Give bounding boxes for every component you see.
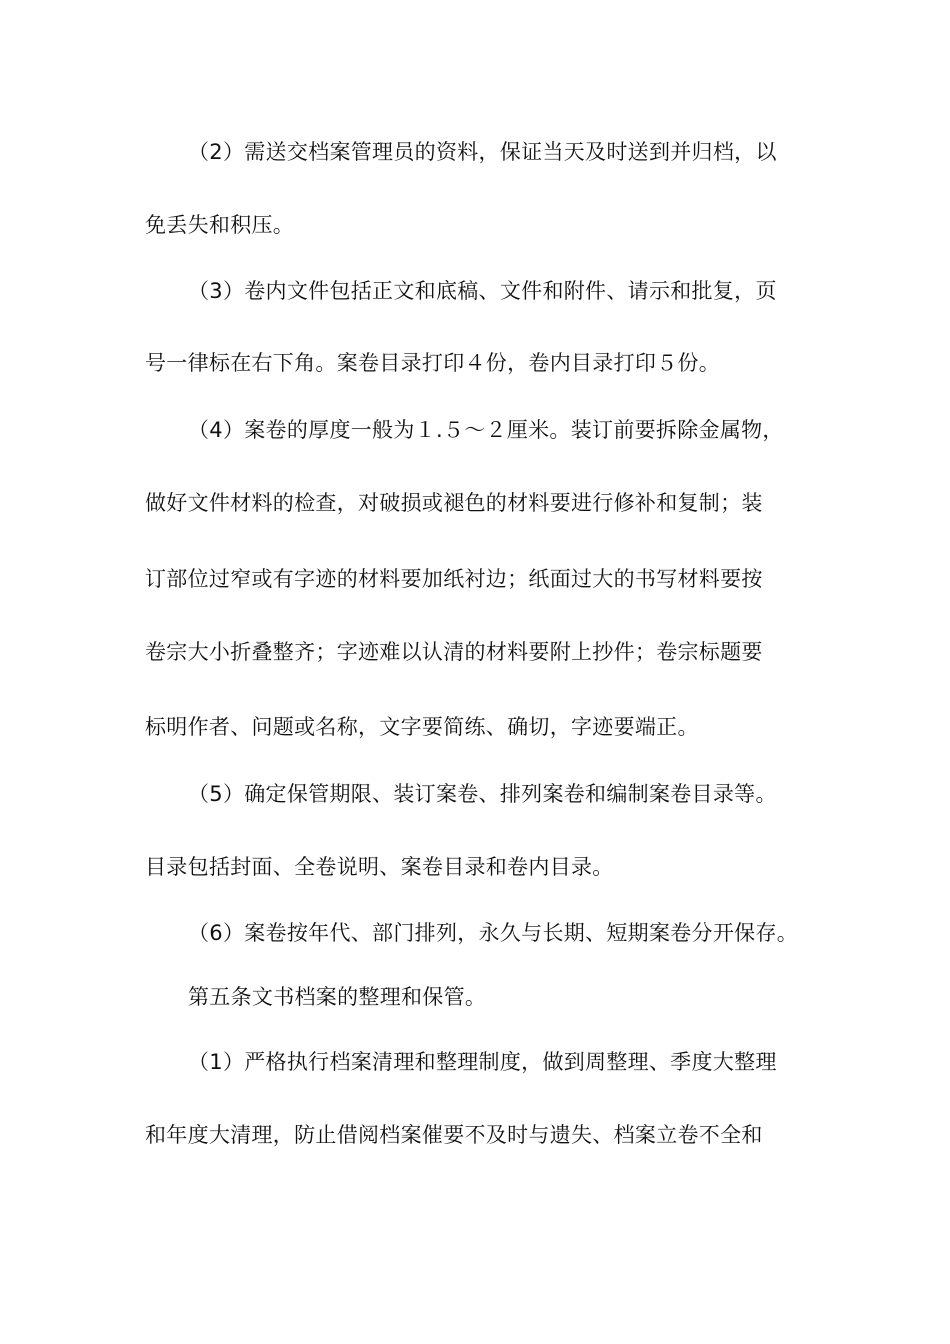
- paragraph-4-line-5: 标明作者、问题或名称，文字要简练、确切，字迹要端正。: [145, 715, 699, 739]
- paragraph-1-line-2: 和年度大清理，防止借阅档案催要不及时与遗失、档案立卷不全和: [145, 1123, 763, 1147]
- paragraph-2-line-1: （2）需送交档案管理员的资料，保证当天及时送到并归档，以: [188, 140, 777, 164]
- paragraph-4-line-2: 做好文件材料的检查，对破损或褪色的材料要进行修补和复制；装: [145, 491, 763, 515]
- paragraph-6-line-1: （6）案卷按年代、部门排列，永久与长期、短期案卷分开保存。: [188, 921, 799, 945]
- paragraph-4-line-1: （4）案卷的厚度一般为１.５～２厘米。装订前要拆除金属物，: [188, 418, 784, 442]
- article-5-heading: 第五条文书档案的整理和保管。: [188, 985, 487, 1009]
- paragraph-3-line-1: （3）卷内文件包括正文和底稿、文件和附件、请示和批复，页: [188, 279, 777, 303]
- paragraph-1-line-1: （1）严格执行档案清理和整理制度，做到周整理、季度大整理: [188, 1050, 777, 1074]
- paragraph-5-line-1: （5）确定保管期限、装订案卷、排列案卷和编制案卷目录等。: [188, 782, 777, 806]
- paragraph-2-line-2: 免丢失和积压。: [145, 213, 295, 237]
- paragraph-4-line-4: 卷宗大小折叠整齐；字迹难以认清的材料要附上抄件；卷宗标题要: [145, 640, 763, 664]
- paragraph-3-line-2: 号一律标在右下角。案卷目录打印４份，卷内目录打印５份。: [145, 351, 721, 375]
- paragraph-5-line-2: 目录包括封面、全卷说明、案卷目录和卷内目录。: [145, 855, 614, 879]
- paragraph-4-line-3: 订部位过窄或有字迹的材料要加纸衬边；纸面过大的书写材料要按: [145, 567, 763, 591]
